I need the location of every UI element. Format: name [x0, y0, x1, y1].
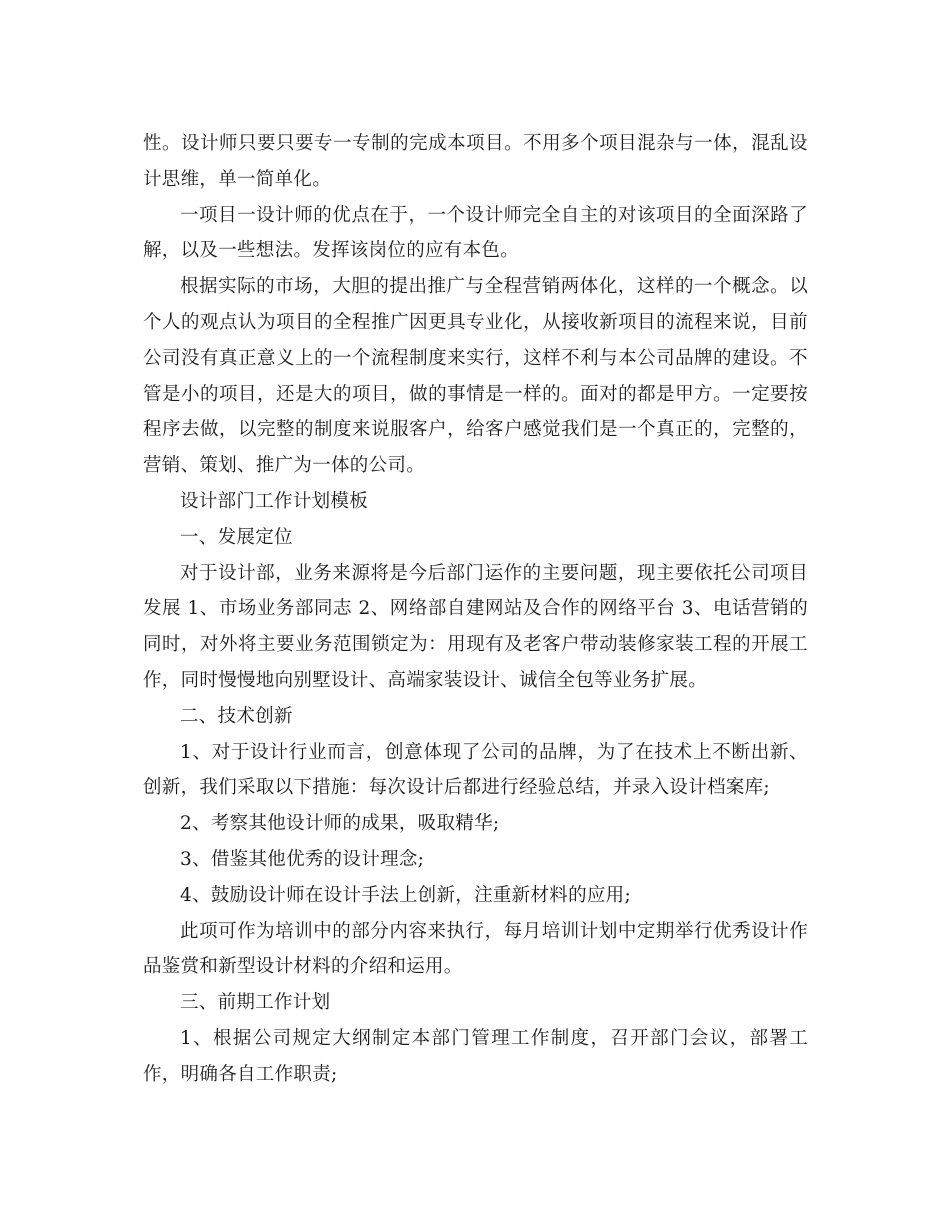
paragraph-business-source: 对于设计部，业务来源将是今后部门运作的主要问题，现主要依托公司项目发展 1、市场业务部同志 2、网络部自建网站及合作的网络平台 3、电话营销的同时，对外将主要业务范围锁定为：用现有及老客户带动装修家装工程的开展工作，同时慢慢地向别墅设计、高端家装设计、诚信全包等业务扩展。: [143, 562, 808, 691]
paragraph-training: 此项可作为培训中的部分内容来执行，每月培训计划中定期举行优秀设计作品鉴赏和新型设计材料的介绍和运用。: [143, 920, 808, 978]
document-body: [143, 126, 808, 1093]
paragraph-continuation: 性。设计师只要只要专一专制的完成本项目。不用多个项目混杂与一体，混乱设计思维，单一简单化。: [143, 133, 808, 190]
paragraph-market-promotion: 根据实际的市场，大胆的提出推广与全程营销两体化，这样的一个概念。以个人的观点认为项目的全程推广因更具专业化，从接收新项目的流程来说，目前公司没有真正意义上的一个流程制度来实行，这样不利与本公司品牌的建设。不管是小的项目，还是大的项目，做的事情是一样的。面对的都是甲方。一定要按程序去做，以完整的制度来说服客户，给客户感觉我们是一个真正的，完整的，营销、策划、推广为一体的公司。: [143, 276, 808, 477]
list-item-innovation-2: 2、考察其他设计师的成果，吸取精华;: [180, 813, 500, 835]
list-item-plan-1: 1、根据公司规定大纲制定本部门管理工作制度，召开部门会议，部署工作，明确各自工作职责;: [143, 1027, 808, 1085]
paragraph-designer-advantage: 一项目一设计师的优点在于，一个设计师完全自主的对该项目的全面深路了解，以及一些想法。发挥该岗位的应有本色。: [143, 204, 808, 262]
heading-early-work-plan: 三、前期工作计划: [180, 992, 331, 1014]
list-item-innovation-4: 4、鼓励设计师在设计手法上创新，注重新材料的应用;: [180, 884, 632, 906]
list-item-innovation-3: 3、借鉴其他优秀的设计理念;: [180, 848, 425, 870]
heading-development-positioning: 一、发展定位: [180, 526, 293, 548]
section-title-plan-template: 设计部门工作计划模板: [180, 490, 369, 512]
list-item-innovation-1: 1、对于设计行业而言，创意体现了公司的品牌，为了在技术上不断出新、创新，我们采取以下措施：每次设计后都进行经验总结，并录入设计档案库;: [143, 741, 808, 799]
heading-technical-innovation: 二、技术创新: [180, 705, 293, 727]
